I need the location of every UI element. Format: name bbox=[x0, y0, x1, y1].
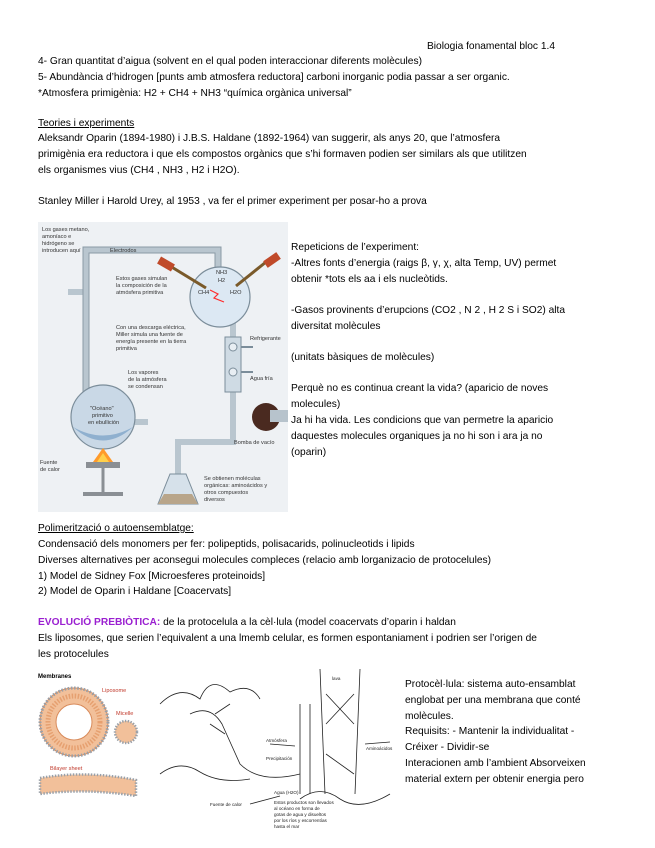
sketch-label-lava: lava bbox=[332, 676, 341, 681]
theories-p1-line1: Aleksandr Oparin (1894-1980) i J.B.S. Haldane (1892-1964) van suggerir, als anys 20, que l’atmosfera bbox=[38, 133, 501, 144]
miller-urey-diagram bbox=[38, 222, 288, 512]
repetitions-line-6: (unitats bàsiques de molècules) bbox=[291, 352, 435, 363]
sketch-label-amino: Aminoácidos bbox=[366, 746, 393, 751]
label-ocean-1: "Océano" bbox=[90, 406, 114, 412]
sketch-caption-1: Estos productos son llevados bbox=[274, 800, 334, 805]
label-discharge-1: Con una descarga eléctrica, bbox=[116, 325, 186, 331]
gas-flask-icon bbox=[190, 267, 250, 327]
intro-line-2: 5- Abundància d’hidrogen [punts amb atmosfera reductora] carboni inorganic podia passar a ser organic. bbox=[38, 72, 510, 83]
micelle-icon bbox=[115, 721, 137, 743]
label-ch4: CH4 bbox=[198, 290, 210, 296]
label-ocean-2: primitivo bbox=[92, 413, 113, 419]
repetitions-line-10: daquestes molecules organiques ja no hi son i ara ja no bbox=[291, 431, 543, 442]
sketch-label-heat: Fuente de calor bbox=[210, 802, 242, 807]
repetitions-line-1: Repeticions de l’experiment: bbox=[291, 242, 419, 253]
label-heat-2: de calor bbox=[40, 467, 60, 473]
label-discharge-2: Miller simula una fuente de bbox=[116, 332, 183, 338]
label-refrigerant: Refrigerante bbox=[250, 336, 281, 342]
label-gases-4: introducen aquí bbox=[42, 248, 81, 254]
protocell-line-2: englobat per una membrana que conté bbox=[405, 695, 581, 706]
label-ocean-3: en ebullición bbox=[88, 420, 120, 426]
label-cold-water: Agua fría bbox=[250, 376, 273, 382]
label-simulate-3: atmósfera primitiva bbox=[116, 290, 164, 296]
sketch-label-precipitation: Precipitación bbox=[266, 756, 293, 761]
repetitions-line-8: molecules) bbox=[291, 399, 341, 410]
label-obtained-1: Se obtienen moléculas bbox=[204, 476, 261, 482]
label-obtained-4: diversos bbox=[204, 497, 225, 503]
theories-p1-line3: els organismes vius (CH4 , NH3 , H2 i H2O). bbox=[38, 165, 240, 176]
protocell-line-5: Créixer - Dividir-se bbox=[405, 742, 490, 753]
intro-line-1: 4- Gran quantitat d’aigua (solvent en el qual poden interaccionar diferents molècules) bbox=[38, 56, 422, 67]
membranes-diagram bbox=[36, 670, 146, 818]
protocell-line-6: Interacionen amb l’ambient Absorveixen bbox=[405, 758, 586, 769]
label-nh3: NH3 bbox=[216, 270, 228, 276]
sketch-caption-5: hasta el mar bbox=[274, 824, 300, 829]
protocell-line-7: material extern per obtenir energia pero bbox=[405, 774, 584, 785]
polymerization-line-4: 2) Model de Oparin i Haldane [Coacervats] bbox=[38, 586, 232, 597]
label-gases-3: hidrógeno se bbox=[42, 241, 75, 247]
sketch-caption-2: al océano en forma de bbox=[274, 806, 320, 811]
theories-p2: Stanley Miller i Harold Urey, al 1953 , va fer el primer experiment per posar-ho a prova bbox=[38, 196, 427, 207]
protocell-line-4: Requisits: - Mantenir la individualitat - bbox=[405, 726, 575, 737]
protocell-line-3: molècules. bbox=[405, 711, 454, 722]
label-gases-2: amoníaco e bbox=[42, 234, 72, 240]
polymerization-heading: Polimerització o autoensemblatge: bbox=[38, 523, 194, 534]
repetitions-line-5: diversitat molècules bbox=[291, 321, 381, 332]
label-vapours-3: se condensan bbox=[128, 384, 163, 390]
label-obtained-3: otros compuestos bbox=[204, 490, 249, 496]
label-h2o: H2O bbox=[230, 290, 242, 296]
label-discharge-3: energía presente en la tierra bbox=[116, 339, 187, 345]
micelle-label: Micelle bbox=[116, 711, 134, 717]
label-heat-1: Fuente bbox=[40, 460, 58, 466]
prebiotic-heading-line bbox=[38, 615, 456, 631]
prebiotic-line-2: les protocelules bbox=[38, 649, 109, 660]
sketch-caption-3: gotas de agua y disueltos bbox=[274, 812, 327, 817]
label-simulate-2: la composición de la bbox=[116, 283, 167, 289]
sketch-label-water: Agua (H2O) bbox=[274, 790, 299, 795]
intro-line-3: *Atmosfera primigènia: H2 + CH4 + NH3 “química orgànica universal” bbox=[38, 88, 352, 99]
label-electrodes: Electrodos bbox=[110, 248, 137, 254]
theories-p1-line2: primigènia era reductora i que els compostos orgànics que s’hi formaven podien ser similars als que utilitzen bbox=[38, 149, 527, 160]
prebiotic-heading-rest: de la protocelula a la cèl·lula (model coacervats d’oparin i haldan bbox=[160, 617, 456, 628]
label-discharge-4: primitiva bbox=[116, 346, 137, 352]
repetitions-line-7: Perquè no es continua creant la vida? (aparicio de noves bbox=[291, 383, 549, 394]
bilayer-label: Bilayer sheet bbox=[50, 766, 83, 772]
repetitions-line-4: -Gasos provinents d’erupcions (CO2 , N 2 , H 2 S i SO2) alta bbox=[291, 305, 566, 316]
early-earth-sketch bbox=[150, 664, 400, 834]
prebiotic-line-1: Els liposomes, que serien l’equivalent a una lmemb celular, es formen espontaniament i podrien ser l’origen de bbox=[38, 633, 537, 644]
protocell-line-1: Protocèl·lula: sistema auto-ensamblat bbox=[405, 679, 576, 690]
polymerization-line-3: 1) Model de Sidney Fox [Microesferes proteinoids] bbox=[38, 571, 266, 582]
label-vapours-1: Los vapores bbox=[128, 370, 159, 376]
prebiotic-heading: EVOLUCIÓ PREBIÒTICA: bbox=[38, 617, 161, 628]
membranes-title: Membranes bbox=[38, 674, 72, 680]
label-vapours-2: de la atmósfera bbox=[128, 377, 167, 383]
label-h2: H2 bbox=[218, 278, 226, 284]
repetitions-line-2: -Altres fonts d’energia (raigs β, γ, χ, alta Temp, UV) permet bbox=[291, 258, 557, 269]
polymerization-line-2: Diverses alternatives per aconsegui molecules compleces (relacio amb lorganizacio de protocelules) bbox=[38, 555, 491, 566]
sketch-label-atmosphere: Atmósfera bbox=[266, 738, 287, 743]
theories-heading: Teories i experiments bbox=[38, 118, 135, 129]
label-simulate-1: Estos gases simulan bbox=[116, 276, 168, 282]
label-vacuum-pump: Bomba de vacío bbox=[234, 440, 275, 446]
repetitions-line-9: Ja hi ha vida. Les condicions que van permetre la aparicio bbox=[291, 415, 554, 426]
label-gases-1: Los gases metano, bbox=[42, 227, 90, 233]
liposome-label: Liposome bbox=[102, 688, 127, 694]
label-obtained-2: orgánicas: aminoácidos y bbox=[204, 483, 268, 489]
sketch-caption-4: por los ríos y escorrentías bbox=[274, 818, 327, 823]
polymerization-line-1: Condensació dels monomers per fer: polipeptids, polisacarids, polinucleotids i lipids bbox=[38, 539, 415, 550]
repetitions-line-3: obtenir *tots els aa i els nucleòtids. bbox=[291, 274, 448, 285]
document-header: Biologia fonamental bloc 1.4 bbox=[427, 41, 555, 52]
repetitions-line-11: (oparin) bbox=[291, 447, 327, 458]
